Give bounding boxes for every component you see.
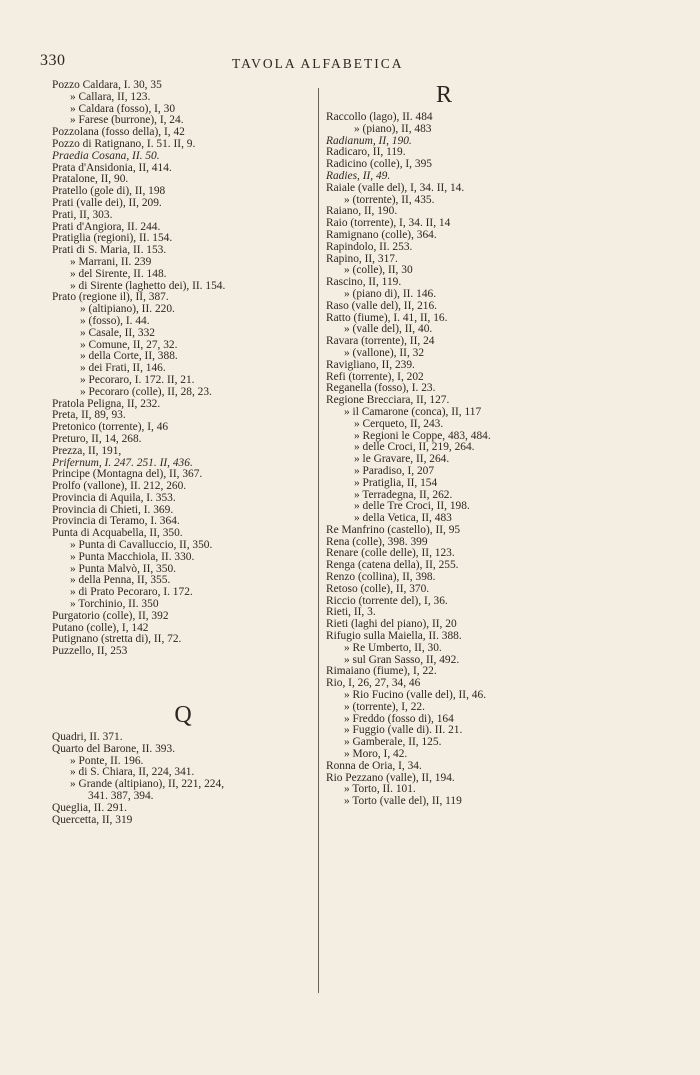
index-entry: » Punta Malvò, II, 350.: [70, 563, 176, 575]
index-entry: Pratola Peligna, II, 232.: [52, 398, 161, 410]
index-entry: Quadri, II. 371.: [52, 732, 123, 744]
index-entry: Retoso (colle), II, 370.: [326, 583, 430, 595]
index-entry: » Pecoraro (colle), II, 28, 23.: [80, 386, 212, 398]
index-entry: Ramignano (colle), 364.: [326, 229, 437, 241]
index-entry: Raiale (valle del), I, 34. II, 14.: [326, 182, 465, 194]
index-entry: Prato (regione il), II, 387.: [52, 292, 169, 304]
index-entry: Rapino, II, 317.: [326, 253, 398, 265]
index-entry: » delle Croci, II, 219, 264.: [354, 442, 475, 454]
index-entry: Pratiglia (regioni), II. 154.: [52, 233, 173, 245]
section-letter-r: R: [436, 82, 453, 108]
index-entry: » (altipiano), II. 220.: [80, 304, 175, 316]
index-entry: Pratalone, II, 90.: [52, 174, 129, 186]
index-entry: Raiano, II, 190.: [326, 206, 398, 218]
index-entry: » (torrente), II, 435.: [344, 194, 435, 206]
index-entry: Re Manfrino (castello), II, 95: [326, 524, 461, 536]
index-entry: » Gamberale, II, 125.: [344, 737, 442, 749]
index-entry: » Callara, II, 123.: [70, 91, 151, 103]
index-entry: » Grande (altipiano), II, 221, 224,: [70, 779, 225, 791]
index-entry: » Casale, II, 332: [80, 327, 155, 339]
entries-q-list: [52, 732, 314, 826]
index-entry: Rieti (laghi del piano), II, 20: [326, 619, 457, 631]
index-entry: Provincia di Aquila, I. 353.: [52, 492, 176, 504]
index-entry: » Paradiso, I, 207: [354, 465, 435, 477]
entries-p-list: [52, 80, 314, 658]
index-entry: » (vallone), II, 32: [344, 347, 425, 359]
index-entry: » Pecoraro, I. 172. II, 21.: [80, 374, 195, 386]
index-entry: Pozzo di Ratignano, I. 51. II, 9.: [52, 138, 196, 150]
index-entry: » Terradegna, II, 262.: [354, 489, 453, 501]
index-entry: Pozzo Caldara, I. 30, 35: [52, 80, 162, 91]
index-entry: Puzzello, II, 253: [52, 646, 128, 658]
index-entry: » Regioni le Coppe, 483, 484.: [354, 430, 491, 442]
index-entry: » di Sirente (laghetto dei), II. 154.: [70, 280, 226, 292]
index-entry: Provincia di Chieti, I. 369.: [52, 504, 174, 516]
index-entry: Rio Pezzano (valle), II, 194.: [326, 772, 455, 784]
index-entry: Rena (colle), 398. 399: [326, 536, 428, 548]
index-entry: Putignano (stretta di), II, 72.: [52, 634, 182, 646]
index-entry: » delle Tre Croci, II, 198.: [354, 501, 470, 513]
index-entry: Radies, II, 49.: [326, 170, 391, 182]
index-entry: Quarto del Barone, II. 393.: [52, 743, 176, 755]
index-entry: Riccio (torrente del), I, 36.: [326, 595, 448, 607]
index-entry: » Pratiglia, II, 154: [354, 477, 438, 489]
left-column: [52, 80, 314, 826]
index-entry: » Cerqueto, II, 243.: [354, 418, 444, 430]
page-header: [40, 52, 660, 76]
index-entry: » (piano di), II. 146.: [344, 288, 437, 300]
index-entry: » Freddo (fosso di), 164: [344, 713, 454, 725]
index-entry: Ronna de Oria, I, 34.: [326, 760, 422, 772]
index-entry: Radicaro, II, 119.: [326, 147, 406, 159]
running-title: TAVOLA ALFABETICA: [232, 56, 404, 71]
index-entry: Principe (Montagna del), II, 367.: [52, 469, 203, 481]
index-entry: » della Penna, II, 355.: [70, 575, 171, 587]
column-divider: [318, 88, 319, 993]
index-entry: » (piano), II, 483: [354, 123, 432, 135]
section-letter-q: Q: [174, 702, 192, 729]
index-entry: » Caldara (fosso), I, 30: [70, 103, 176, 115]
index-entry: » Ponte, II. 196.: [70, 755, 144, 767]
index-entry: Raviglianо, II, 239.: [326, 359, 415, 371]
index-entry: » (fosso), I. 44.: [80, 315, 150, 327]
index-entry: Rio, I, 26, 27, 34, 46: [326, 678, 421, 690]
index-entry: » della Corte, II, 388.: [80, 351, 178, 363]
index-entry: » di S. Chiara, II, 224, 341.: [70, 767, 195, 779]
index-entry: Raso (valle del), II, 216.: [326, 300, 438, 312]
index-entry: » le Gravare, II, 264.: [354, 454, 450, 466]
index-entry: » Fuggio (valle di). II. 21.: [344, 725, 463, 737]
index-entry: » Comune, II, 27, 32.: [80, 339, 178, 351]
index-entry: Ravara (torrente), II, 24: [326, 336, 435, 348]
index-entry: Renzo (collina), II, 398.: [326, 572, 436, 584]
index-entry: » il Camarone (conca), II, 117: [344, 406, 482, 418]
page-number: 330: [40, 52, 66, 69]
index-entry: Regione Brecciara, II, 127.: [326, 395, 450, 407]
index-entry: Radicino (colle), I, 395: [326, 159, 432, 171]
index-entry: Refi (torrente), I, 202: [326, 371, 424, 383]
index-entry: Raccollo (lago), II. 484: [326, 112, 433, 123]
entries-r-list: [326, 112, 626, 808]
index-entry: Provincia di Teramo, I. 364.: [52, 516, 180, 528]
index-entry: » Marrani, II. 239: [70, 256, 152, 268]
index-entry: Raio (torrente), I, 34. II, 14: [326, 218, 451, 230]
index-entry: Prolfo (vallone), II. 212, 260.: [52, 481, 187, 493]
index-entry: » Punta Macchiola, II. 330.: [70, 551, 195, 563]
right-column: [326, 80, 626, 808]
index-entry: Pratello (gole di), II, 198: [52, 186, 166, 198]
index-entry: » sul Gran Sasso, II, 492.: [344, 654, 460, 666]
index-entry: » (torrente), I, 22.: [344, 701, 425, 713]
index-entry: Prata d'Ansidonia, II, 414.: [52, 162, 172, 174]
index-entry: » Moro, I, 42.: [344, 749, 408, 761]
index-entry: » della Vetica, II, 483: [354, 513, 452, 525]
index-entry: Preta, II, 89, 93.: [52, 410, 126, 422]
index-entry: Ratto (fiume), I. 41, II, 16.: [326, 312, 448, 324]
index-entry: » Punta di Cavalluccio, II, 350.: [70, 540, 213, 552]
index-entry: Preturo, II, 14, 268.: [52, 433, 142, 445]
index-entry: » Torchinio, II. 350: [70, 599, 159, 611]
index-entry: Prezza, II, 191,: [52, 445, 122, 457]
index-entry: Praedia Cosana, II. 50.: [52, 150, 160, 162]
index-entry: » Farese (burrone), I, 24.: [70, 115, 184, 127]
index-entry: Prati d'Angiora, II. 244.: [52, 221, 161, 233]
index-entry: » (valle del), II, 40.: [344, 324, 433, 336]
index-entry: » Torto, II. 101.: [344, 784, 416, 796]
index-entry: Radianum, II, 190.: [326, 135, 412, 147]
index-entry: » Torto (valle del), II, 119: [344, 796, 462, 808]
index-entry: Rapindolo, II. 253.: [326, 241, 413, 253]
index-entry: Rifugio sulla Maiella, II. 388.: [326, 631, 462, 643]
index-entry: » (colle), II, 30: [344, 265, 413, 277]
index-entry: » Rio Fucino (valle del), II, 46.: [344, 690, 487, 702]
index-entry: Pretonico (torrente), I, 46: [52, 422, 169, 434]
section-gap: [52, 658, 314, 700]
index-entry: Queglia, II. 291.: [52, 802, 127, 814]
index-entry: » Re Umberto, II, 30.: [344, 642, 442, 654]
index-entry: Putano (colle), I, 142: [52, 622, 149, 634]
index-entry: Rieti, II, 3.: [326, 607, 376, 619]
index-entry: Reganella (fosso), I. 23.: [326, 383, 436, 395]
index-entry: Rascino, II, 119.: [326, 277, 402, 289]
index-entry: Renga (catena della), II, 255.: [326, 560, 459, 572]
index-entry: Punta di Acquabella, II, 350.: [52, 528, 183, 540]
index-entry: Prifernum, I. 247. 251. II, 436.: [52, 457, 193, 469]
index-entry: Pozzolana (fosso della), I, 42: [52, 127, 185, 139]
index-entry: Purgatorio (colle), II, 392: [52, 610, 169, 622]
index-entry: Prati di S. Maria, II. 153.: [52, 245, 167, 257]
index-entry: Quercetta, II, 319: [52, 814, 133, 826]
index-entry: Prati (valle dei), II, 209.: [52, 197, 162, 209]
index-entry: » del Sirente, II. 148.: [70, 268, 167, 280]
index-entry: Renare (colle delle), II, 123.: [326, 548, 455, 560]
index-entry: 341. 387, 394.: [88, 791, 154, 803]
index-entry: » di Prato Pecoraro, I. 172.: [70, 587, 193, 599]
index-entry: Prati, II, 303.: [52, 209, 113, 221]
index-entry: » dei Frati, II, 146.: [80, 363, 166, 375]
index-entry: Rimaiano (fiume), I, 22.: [326, 666, 437, 678]
